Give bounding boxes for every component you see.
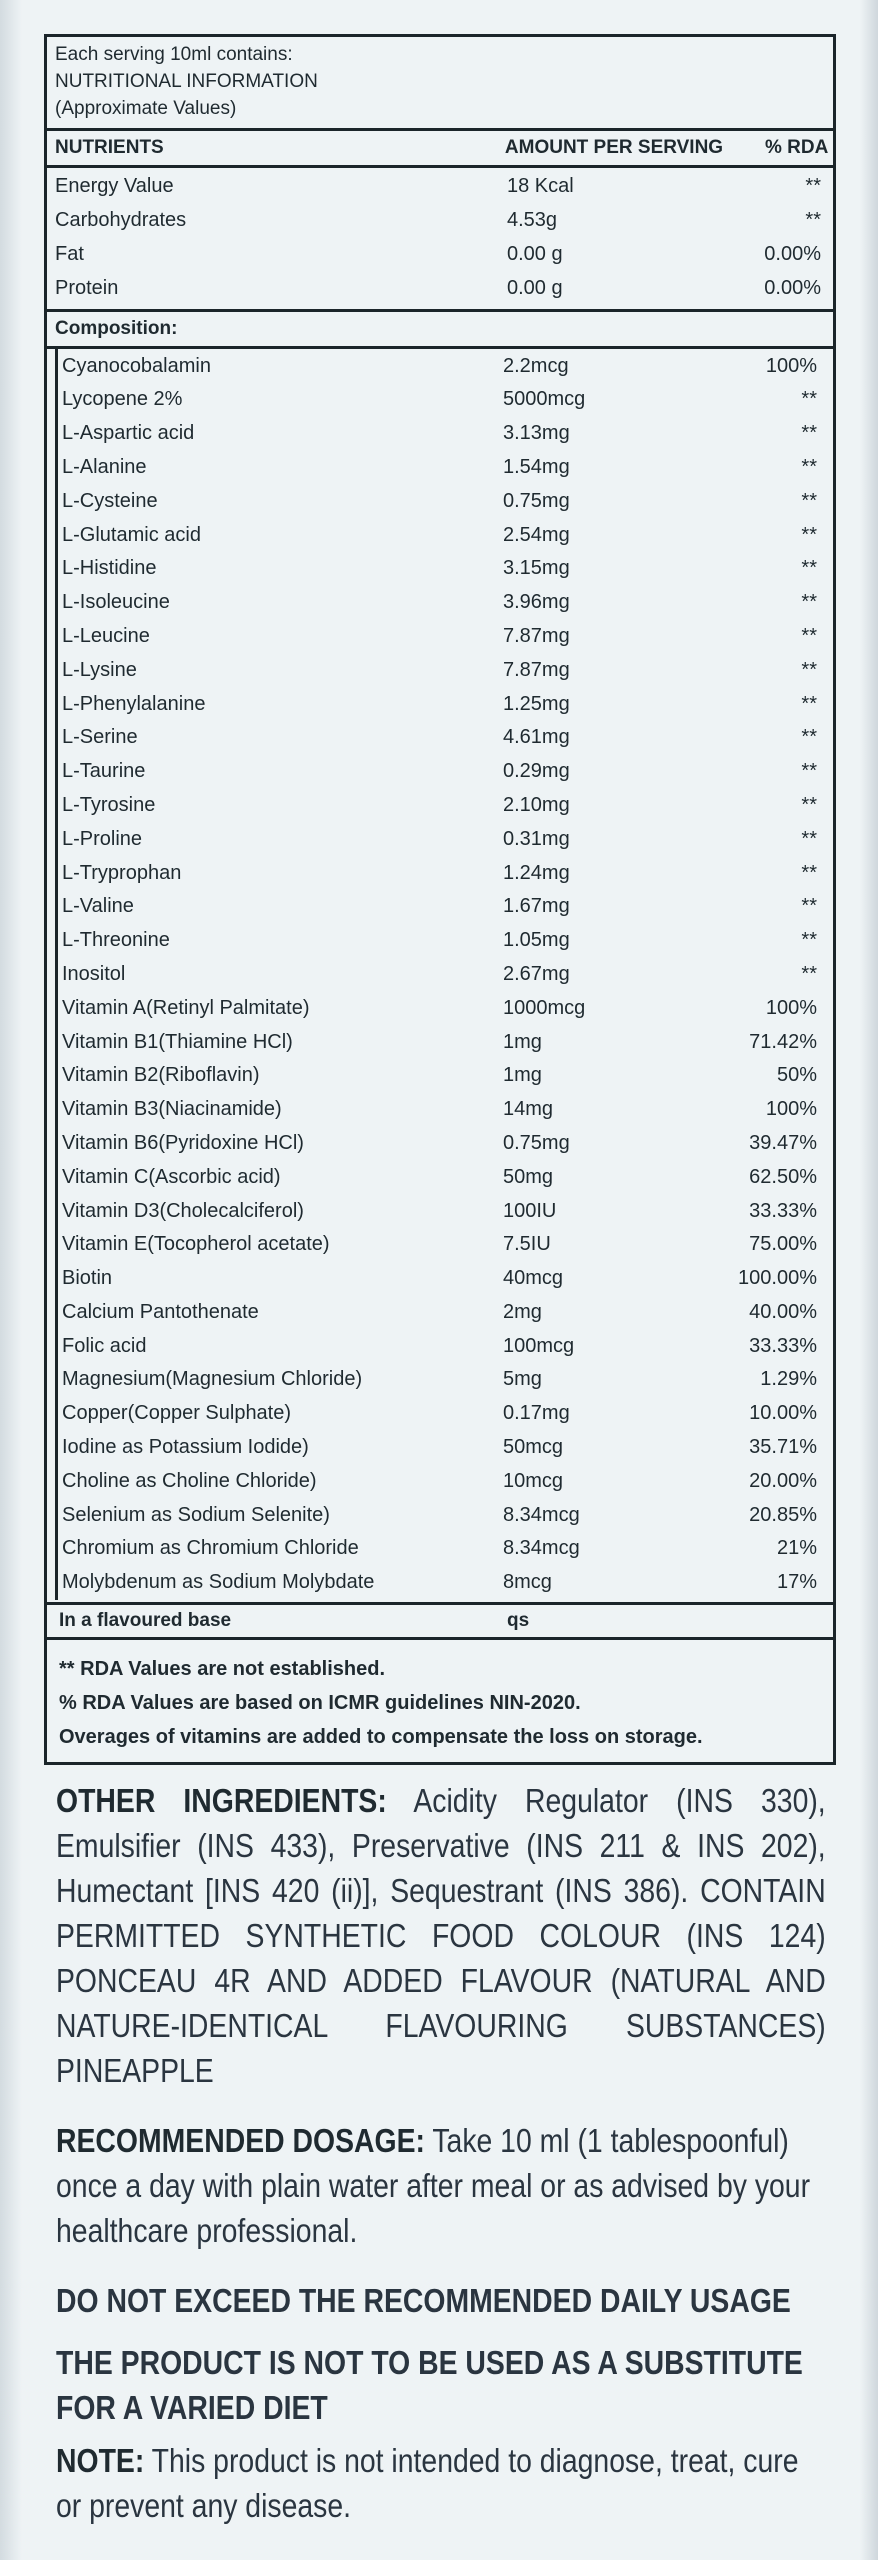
nutrient-amount: 2.54mg [503, 523, 570, 546]
composition-table [47, 349, 833, 1601]
table-row [58, 890, 833, 924]
info-title: NUTRITIONAL INFORMATION [55, 71, 318, 92]
table-row [58, 1262, 833, 1296]
nutrient-rda: 0.00% [764, 276, 821, 299]
nutrient-rda: 35.71% [749, 1436, 817, 1459]
nutrient-rda: ** [801, 827, 817, 850]
nutrient-amount: 0.31mg [503, 827, 570, 850]
table-row [58, 991, 833, 1025]
nutrient-name: Vitamin E(Tocopherol acetate) [62, 1233, 330, 1256]
nutrient-amount: 14mg [503, 1098, 554, 1121]
nutrient-name: Vitamin D3(Cholecalciferol) [62, 1199, 304, 1222]
nutrient-amount: 8.34mcg [503, 1537, 580, 1560]
nutrient-rda: 71.42% [749, 1030, 817, 1053]
nutrient-amount: 1.24mg [503, 861, 570, 884]
table-row [58, 653, 833, 687]
nutrient-amount: 100mcg [503, 1334, 575, 1357]
nutrient-amount: 10mcg [503, 1469, 564, 1492]
nutrient-name: L-Phenylalanine [62, 692, 206, 715]
nutrient-rda: ** [801, 793, 817, 816]
nutrient-name: L-Serine [62, 726, 138, 749]
disclaimer-note [56, 2438, 826, 2528]
warning-substitute: THE PRODUCT IS NOT TO BE USED AS A SUBSTITUTE FOR A VARIED DIET [56, 2344, 803, 2426]
nutrient-name: Vitamin A(Retinyl Palmitate) [62, 996, 310, 1019]
nutrient-rda: 100% [765, 354, 817, 377]
nutrient-name: Calcium Pantothenate [62, 1300, 259, 1323]
nutrient-name: Vitamin B1(Thiamine HCl) [62, 1030, 293, 1053]
nutrient-name: L-Leucine [62, 624, 150, 647]
nutrient-name: L-Aspartic acid [62, 422, 195, 445]
nutrient-amount: 0.17mg [503, 1402, 570, 1425]
nutrient-rda: ** [801, 422, 817, 445]
nutrient-rda: ** [801, 658, 817, 681]
dosage-heading: RECOMMENDED DOSAGE: [56, 2122, 425, 2159]
nutrient-name: L-Alanine [62, 455, 147, 478]
table-row [58, 451, 833, 485]
other-ingredients-text: Acidity Regulator (INS 330), Emulsifier (INS 433), Preservative (INS 211 & INS 202), Humectant [INS 420 (ii)], Sequestrant (INS 386). CONTAIN PERMITTED SYNTHETIC FOOD COLOUR (INS 124) PONCEAU 4R AND ADDED FLAVOUR (NATURAL AND NATURE-IDENTICAL FLAVOURING SUBSTANCES) PINEAPPLE [56, 1782, 826, 2089]
nutrient-amount: 50mg [503, 1165, 554, 1188]
nutrition-panel [44, 34, 836, 1765]
nutrient-amount: 2.2mcg [503, 354, 569, 377]
column-header-row [47, 131, 833, 168]
nutrient-amount: 100IU [503, 1199, 557, 1222]
nutrient-amount: 1.67mg [503, 895, 570, 918]
table-row [58, 1025, 833, 1059]
nutrient-name: Choline as Choline Chloride) [62, 1469, 317, 1492]
col-rda: % RDA [765, 137, 829, 158]
table-row [58, 1194, 833, 1228]
nutrient-amount: 8.34mcg [503, 1503, 580, 1526]
table-row [58, 1431, 833, 1465]
table-row [58, 1059, 833, 1093]
nutrient-amount: 0.29mg [503, 760, 570, 783]
nutrient-amount: 3.96mg [503, 591, 570, 614]
nutrient-name: Cyanocobalamin [62, 354, 211, 377]
nutrient-name: Lycopene 2% [62, 388, 183, 411]
table-row [58, 518, 833, 552]
nutrient-amount: 40mcg [503, 1267, 564, 1290]
nutrient-amount: 4.53g [507, 209, 558, 232]
flavoured-base-label: In a flavoured base [59, 1609, 232, 1631]
nutrient-amount: 2.10mg [503, 793, 570, 816]
nutrient-name: Magnesium(Magnesium Chloride) [62, 1368, 363, 1391]
nutrient-rda: ** [801, 557, 817, 580]
nutrient-rda: ** [801, 760, 817, 783]
nutrient-name: L-Lysine [62, 658, 137, 681]
nutrient-rda: 40.00% [749, 1300, 817, 1323]
note-text: This product is not intended to diagnose, treat, cure or prevent any disease. [56, 2442, 799, 2524]
table-row [58, 1296, 833, 1330]
composition-heading: Composition: [47, 312, 833, 349]
table-row [58, 484, 833, 518]
nutrient-amount: 18 Kcal [507, 175, 574, 198]
table-row [58, 789, 833, 823]
nutrient-rda: 20.00% [749, 1469, 817, 1492]
nutrient-amount: 7.87mg [503, 658, 570, 681]
dosage-text: Take 10 ml (1 tablespoonful) once a day with plain water after meal or as advised by your healthcare professional. [56, 2122, 811, 2249]
page-edge-shadow-right [860, 0, 878, 2560]
flavoured-base-row [47, 1602, 833, 1637]
nutrient-rda: 0.00% [764, 242, 821, 265]
nutrient-name: L-Glutamic acid [62, 523, 201, 546]
nutrient-amount: 7.87mg [503, 624, 570, 647]
table-row [47, 170, 833, 204]
nutrient-amount: 50mcg [503, 1436, 564, 1459]
table-row [58, 1464, 833, 1498]
nutrient-rda: 100.00% [738, 1267, 817, 1290]
nutrient-amount: 1.25mg [503, 692, 570, 715]
nutrient-amount: 4.61mg [503, 726, 570, 749]
nutrient-name: Molybdenum as Sodium Molybdate [62, 1571, 375, 1594]
nutrient-amount: 1.54mg [503, 455, 570, 478]
nutrient-rda: 33.33% [749, 1199, 817, 1222]
nutrient-rda: 1.29% [760, 1368, 817, 1391]
table-row [58, 1160, 833, 1194]
nutrient-name: Folic acid [62, 1334, 147, 1357]
note-line: ** RDA Values are not established. [59, 1657, 386, 1680]
table-row [47, 238, 833, 272]
table-row [58, 958, 833, 992]
note-line: Overages of vitamins are added to compensate the loss on storage. [59, 1725, 703, 1748]
nutrient-name: L-Tryprophan [62, 861, 182, 884]
nutrient-name: L-Taurine [62, 760, 146, 783]
table-row [58, 383, 833, 417]
nutrient-name: Inositol [62, 962, 126, 985]
nutrient-rda: ** [801, 489, 817, 512]
nutrient-name: Carbohydrates [55, 209, 187, 232]
nutrient-rda: 20.85% [749, 1503, 817, 1526]
nutrient-rda: ** [801, 726, 817, 749]
nutrient-name: Vitamin B3(Niacinamide) [62, 1098, 282, 1121]
table-row [58, 1532, 833, 1566]
table-row [58, 687, 833, 721]
table-row [58, 1228, 833, 1262]
nutrient-rda: 39.47% [749, 1131, 817, 1154]
table-row [58, 1363, 833, 1397]
nutrient-amount: 1mg [503, 1064, 542, 1087]
nutrient-name: Biotin [62, 1267, 113, 1290]
nutrient-rda: 50% [776, 1064, 817, 1087]
nutrient-name: L-Histidine [62, 557, 157, 580]
nutrients-table [47, 168, 833, 312]
table-row [58, 822, 833, 856]
nutrient-amount: 7.5IU [503, 1233, 551, 1256]
recommended-dosage [56, 2118, 826, 2253]
nutrient-rda: 100% [765, 996, 817, 1019]
warning-daily-usage: DO NOT EXCEED THE RECOMMENDED DAILY USAGE [56, 2282, 791, 2319]
nutrient-name: Protein [55, 276, 119, 299]
table-row [58, 349, 833, 383]
nutrient-amount: 5mg [503, 1368, 542, 1391]
nutrient-amount: 1mg [503, 1030, 542, 1053]
table-row [58, 1329, 833, 1363]
table-row [58, 1498, 833, 1532]
table-row [58, 1093, 833, 1127]
nutrient-rda: ** [801, 929, 817, 952]
nutrient-rda: ** [801, 962, 817, 985]
nutrient-amount: 0.75mg [503, 1131, 570, 1154]
serving-line: Each serving 10ml contains: [55, 44, 293, 65]
table-row [58, 924, 833, 958]
note-line: % RDA Values are based on ICMR guidelines NIN-2020. [59, 1691, 581, 1714]
nutrient-rda: 33.33% [749, 1334, 817, 1357]
nutrient-rda: ** [801, 692, 817, 715]
nutrient-amount: 1.05mg [503, 929, 570, 952]
table-row [58, 417, 833, 451]
nutrient-amount: 0.00 g [507, 242, 563, 265]
nutrient-amount: 0.75mg [503, 489, 570, 512]
nutrient-name: Iodine as Potassium Iodide) [62, 1436, 309, 1459]
table-row [58, 1397, 833, 1431]
nutrient-rda: 21% [776, 1537, 817, 1560]
table-row [47, 271, 833, 305]
nutrient-rda: ** [801, 591, 817, 614]
nutrient-rda: 100% [765, 1098, 817, 1121]
nutrient-name: L-Isoleucine [62, 591, 170, 614]
table-row [58, 620, 833, 654]
nutrient-name: L-Proline [62, 827, 143, 850]
nutrient-name: Selenium as Sodium Selenite) [62, 1503, 330, 1526]
rda-notes [47, 1637, 833, 1762]
nutrient-name: Fat [55, 242, 84, 265]
nutrient-rda: ** [801, 895, 817, 918]
nutrient-name: Chromium as Chromium Chloride [62, 1537, 359, 1560]
info-subtitle: (Approximate Values) [55, 98, 237, 119]
nutrient-name: Vitamin B6(Pyridoxine HCl) [62, 1131, 304, 1154]
nutrient-rda: ** [801, 455, 817, 478]
flavoured-base-amount: qs [507, 1609, 530, 1631]
nutrient-name: Copper(Copper Sulphate) [62, 1402, 292, 1425]
nutrient-rda: ** [805, 175, 821, 198]
table-row [58, 721, 833, 755]
nutrient-rda: ** [801, 861, 817, 884]
col-nutrients: NUTRIENTS [55, 137, 164, 158]
col-amount: AMOUNT PER SERVING [504, 137, 724, 158]
nutrient-amount: 3.13mg [503, 422, 570, 445]
nutrient-amount: 2mg [503, 1300, 542, 1323]
nutrient-amount: 5000mcg [503, 388, 586, 411]
nutrient-name: L-Valine [62, 895, 134, 918]
other-ingredients-heading: OTHER INGREDIENTS: [56, 1782, 387, 1819]
table-row [58, 1127, 833, 1161]
nutrient-name: Energy Value [55, 175, 174, 198]
nutrient-rda: ** [801, 388, 817, 411]
nutrient-name: Vitamin B2(Riboflavin) [62, 1064, 260, 1087]
nutrient-amount: 1000mcg [503, 996, 586, 1019]
table-row [58, 755, 833, 789]
nutrient-rda: ** [805, 209, 821, 232]
nutrient-name: L-Cysteine [62, 489, 158, 512]
composition-rows [55, 349, 833, 1599]
table-row [58, 1566, 833, 1600]
nutrient-rda: ** [801, 523, 817, 546]
nutrient-amount: 2.67mg [503, 962, 570, 985]
nutrient-name: L-Tyrosine [62, 793, 156, 816]
other-ingredients [56, 1778, 826, 2093]
note-heading: NOTE: [56, 2442, 145, 2479]
table-row [58, 856, 833, 890]
nutrient-amount: 8mcg [503, 1571, 552, 1594]
nutrient-name: Vitamin C(Ascorbic acid) [62, 1165, 281, 1188]
nutrient-amount: 3.15mg [503, 557, 570, 580]
nutrient-name: L-Threonine [62, 929, 170, 952]
nutrient-amount: 0.00 g [507, 276, 563, 299]
panel-header [47, 37, 833, 131]
table-row [58, 586, 833, 620]
nutrient-rda: ** [801, 624, 817, 647]
nutrient-rda: 17% [776, 1571, 817, 1594]
table-row [58, 552, 833, 586]
nutrient-rda: 62.50% [749, 1165, 817, 1188]
nutrient-rda: 10.00% [749, 1402, 817, 1425]
page-edge-shadow [0, 0, 22, 2560]
nutrient-rda: 75.00% [749, 1233, 817, 1256]
table-row [47, 204, 833, 238]
